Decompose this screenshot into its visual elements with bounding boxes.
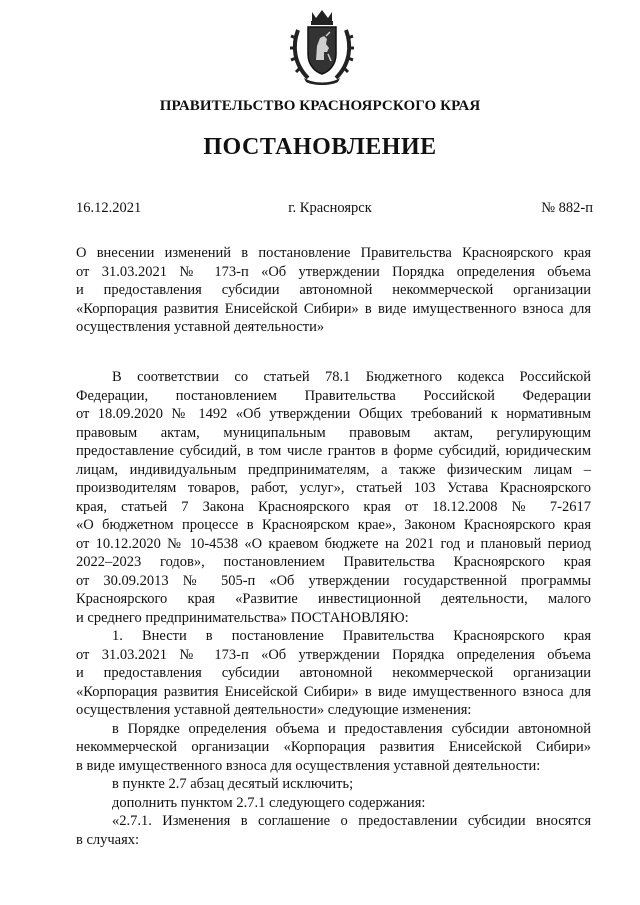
body-line: производителям товаров, работ, услуг», статьей 103 Устава Красноярского (76, 480, 591, 496)
body-line: «2.7.1. Изменения в соглашение о предоставлении субсидии вносятся (112, 813, 591, 829)
body-line: в случаях: (76, 831, 140, 848)
body-line: края, статьей 7 Закона Красноярского края от 18.12.2008 № 7-2617 (76, 498, 591, 515)
body-line: лицам, индивидуальным предпринимателям, а также физическим лицам – (76, 461, 591, 478)
coat-of-arms-icon (290, 8, 354, 86)
body-line: дополнить пунктом 2.7.1 следующего содержания: (112, 794, 426, 811)
body-line: некоммерческой организации «Корпорация развития Енисейской Сибири» (76, 739, 591, 755)
body-line: В соответствии со статьей 78.1 Бюджетного кодекса Российской (112, 369, 591, 385)
body-line: в пункте 2.7 абзац десятый исключить; (112, 776, 354, 792)
body-line: от 10.12.2020 № 10-4538 «О краевом бюджете на 2021 год и плановый период (76, 535, 591, 552)
body-line: Красноярского края «Развитие инвестиционной деятельности, малого (76, 591, 591, 607)
body-line: «О бюджетном процессе в Красноярском крае», Законом Красноярского края (76, 517, 591, 533)
body-line: предоставление субсидий, в том числе грантов в форме субсидий, юридическим (76, 443, 591, 459)
subject-line: осуществления уставной деятельности» (76, 319, 325, 335)
document-city: г. Красноярск (288, 200, 372, 216)
subject-line: и предоставления субсидии автономной некоммерческой организации (76, 282, 591, 298)
body-line: и предоставления субсидии автономной некоммерческой организации (76, 665, 591, 681)
body-line: от 30.09.2013 № 505-п «Об утверждении государственной программы (76, 572, 591, 589)
government-title: ПРАВИТЕЛЬСТВО КРАСНОЯРСКОГО КРАЯ (159, 98, 481, 114)
body-line: в Порядке определения объема и предоставления субсидии автономной (112, 720, 591, 737)
subject-line: «Корпорация развития Енисейской Сибири» в виде имущественного взноса для (76, 300, 591, 317)
body-line: в виде имущественного взноса для осуществления уставной деятельности: (76, 757, 541, 774)
document-body (76, 368, 591, 849)
document-date: 16.12.2021 (76, 200, 142, 216)
body-line: «Корпорация развития Енисейской Сибири» в виде имущественного взноса для (76, 683, 591, 700)
body-line: от 31.03.2021 № 173-п «Об утверждении Порядка определения объема (76, 646, 591, 663)
body-line: от 18.09.2020 № 1492 «Об утверждении Общих требований к нормативным (76, 406, 591, 422)
body-line: правовым актам, муниципальным правовым актам, регулирующим (76, 424, 591, 441)
document-type-title: ПОСТАНОВЛЕНИЕ (203, 134, 437, 160)
subject-line: от 31.03.2021 № 173-п «Об утверждении Порядка определения объема (76, 263, 591, 280)
document-number: № 882-п (541, 200, 593, 216)
body-line: 1. Внести в постановление Правительства Красноярского края (112, 628, 591, 644)
body-line: осуществления уставной деятельности» следующие изменения: (76, 702, 472, 718)
subject-line: О внесении изменений в постановление Правительства Красноярского края (76, 245, 591, 261)
document-subject (76, 244, 591, 337)
body-line: и среднего предпринимательства» ПОСТАНОВЛЯЮ: (76, 609, 409, 626)
body-line: Федерации, постановлением Правительства Российской Федерации (76, 387, 591, 404)
body-line: 2022–2023 годов», постановлением Правительства Красноярского края (76, 554, 591, 570)
